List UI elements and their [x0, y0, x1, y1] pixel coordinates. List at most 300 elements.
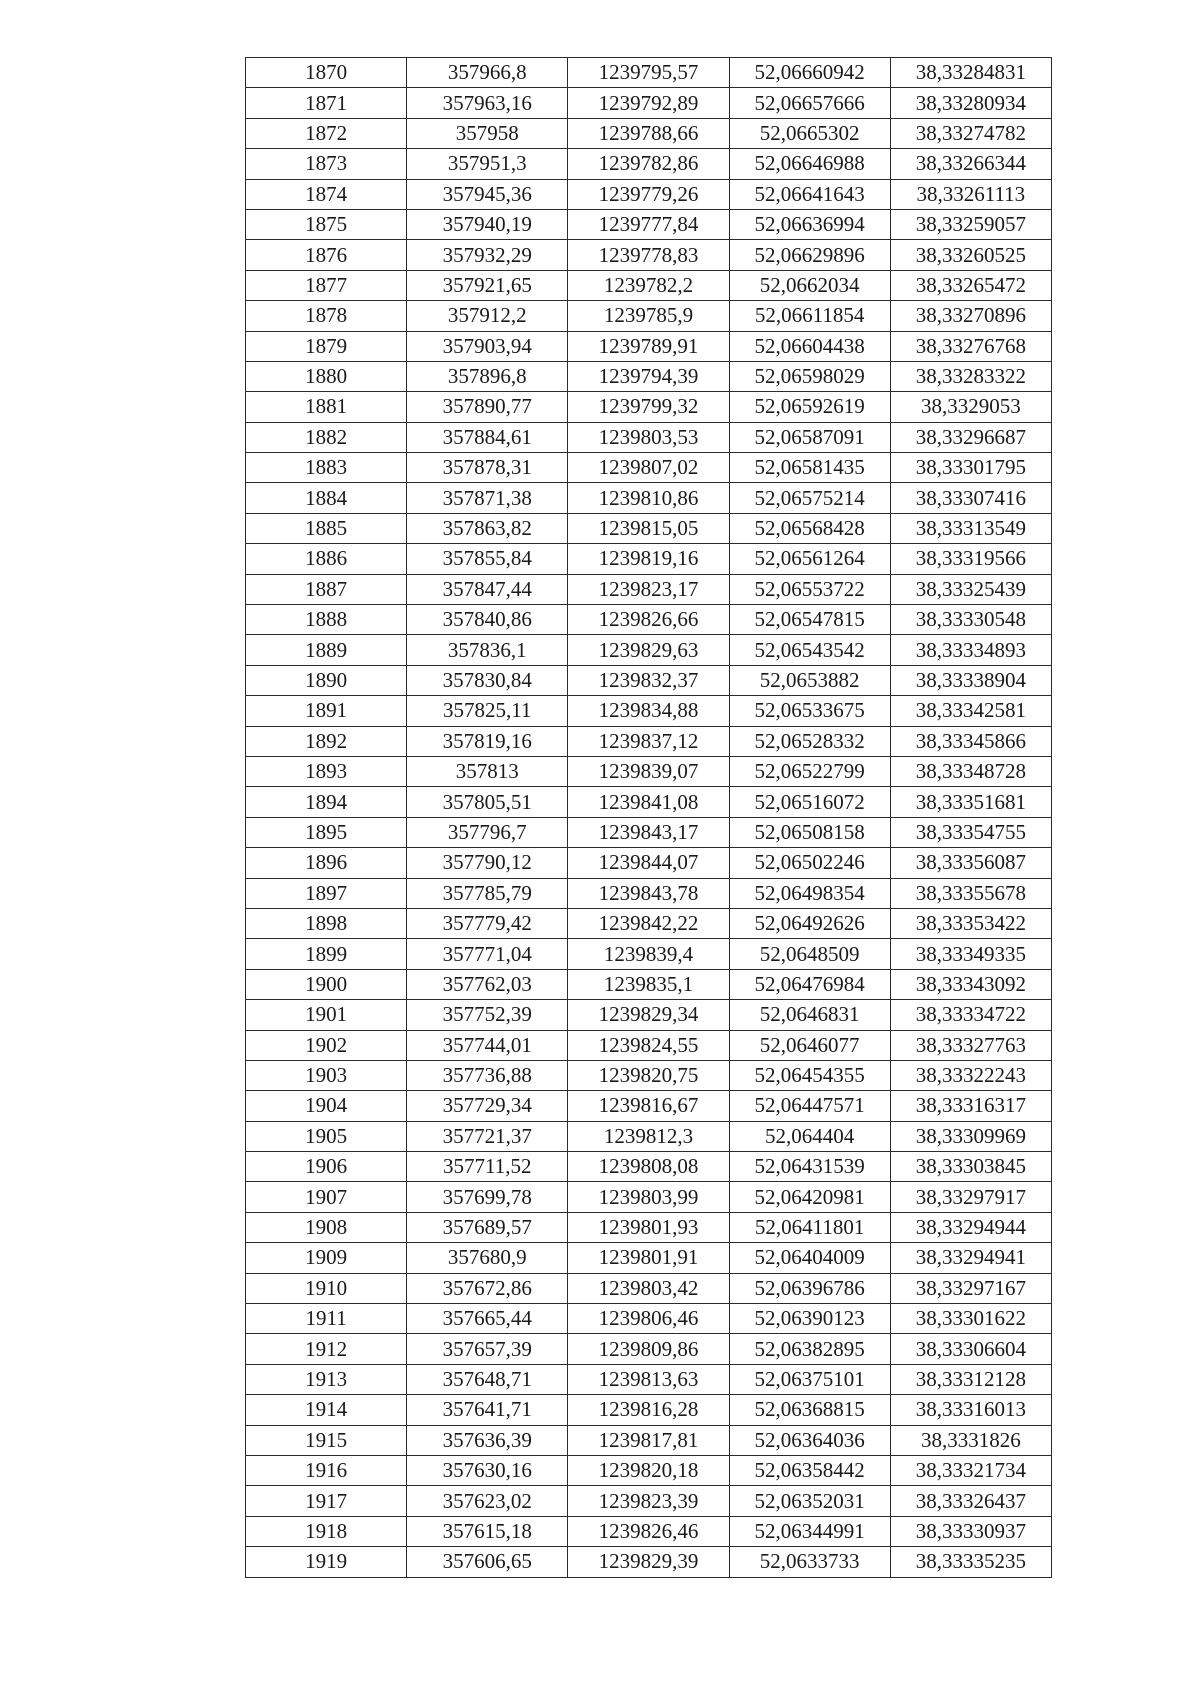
table-row [246, 1060, 1052, 1090]
point-number-cell: 1898 [246, 908, 407, 938]
y-coordinate-cell: 1239789,91 [568, 331, 729, 361]
x-coordinate-cell: 357940,19 [407, 209, 568, 239]
longitude-cell: 38,33276768 [890, 331, 1051, 361]
x-coordinate-cell: 357945,36 [407, 179, 568, 209]
point-number-cell: 1870 [246, 58, 407, 88]
y-coordinate-cell: 1239843,78 [568, 878, 729, 908]
latitude-cell: 52,0633733 [729, 1547, 890, 1577]
latitude-cell: 52,06533675 [729, 696, 890, 726]
longitude-cell: 38,33296687 [890, 422, 1051, 452]
y-coordinate-cell: 1239794,39 [568, 361, 729, 391]
y-coordinate-cell: 1239829,63 [568, 635, 729, 665]
longitude-cell: 38,33353422 [890, 908, 1051, 938]
x-coordinate-cell: 357805,51 [407, 787, 568, 817]
x-coordinate-cell: 357840,86 [407, 605, 568, 635]
latitude-cell: 52,06598029 [729, 361, 890, 391]
point-number-cell: 1899 [246, 939, 407, 969]
latitude-cell: 52,06516072 [729, 787, 890, 817]
longitude-cell: 38,33261113 [890, 179, 1051, 209]
x-coordinate-cell: 357672,86 [407, 1273, 568, 1303]
y-coordinate-cell: 1239829,34 [568, 1000, 729, 1030]
longitude-cell: 38,33297917 [890, 1182, 1051, 1212]
y-coordinate-cell: 1239826,66 [568, 605, 729, 635]
y-coordinate-cell: 1239782,2 [568, 270, 729, 300]
y-coordinate-cell: 1239820,18 [568, 1455, 729, 1485]
point-number-cell: 1904 [246, 1091, 407, 1121]
longitude-cell: 38,33266344 [890, 149, 1051, 179]
longitude-cell: 38,33313549 [890, 513, 1051, 543]
point-number-cell: 1895 [246, 817, 407, 847]
latitude-cell: 52,06492626 [729, 908, 890, 938]
x-coordinate-cell: 357689,57 [407, 1212, 568, 1242]
point-number-cell: 1873 [246, 149, 407, 179]
point-number-cell: 1878 [246, 301, 407, 331]
x-coordinate-cell: 357825,11 [407, 696, 568, 726]
latitude-cell: 52,06502246 [729, 848, 890, 878]
y-coordinate-cell: 1239812,3 [568, 1121, 729, 1151]
x-coordinate-cell: 357699,78 [407, 1182, 568, 1212]
latitude-cell: 52,06390123 [729, 1304, 890, 1334]
y-coordinate-cell: 1239816,28 [568, 1395, 729, 1425]
longitude-cell: 38,33294941 [890, 1243, 1051, 1273]
table-row [246, 1152, 1052, 1182]
latitude-cell: 52,0648509 [729, 939, 890, 969]
longitude-cell: 38,33351681 [890, 787, 1051, 817]
point-number-cell: 1918 [246, 1516, 407, 1546]
latitude-cell: 52,06404009 [729, 1243, 890, 1273]
latitude-cell: 52,06364036 [729, 1425, 890, 1455]
latitude-cell: 52,06641643 [729, 179, 890, 209]
y-coordinate-cell: 1239824,55 [568, 1030, 729, 1060]
latitude-cell: 52,06629896 [729, 240, 890, 270]
point-number-cell: 1912 [246, 1334, 407, 1364]
point-number-cell: 1890 [246, 665, 407, 695]
y-coordinate-cell: 1239841,08 [568, 787, 729, 817]
x-coordinate-cell: 357729,34 [407, 1091, 568, 1121]
latitude-cell: 52,06575214 [729, 483, 890, 513]
latitude-cell: 52,06543542 [729, 635, 890, 665]
latitude-cell: 52,06581435 [729, 453, 890, 483]
longitude-cell: 38,33321734 [890, 1455, 1051, 1485]
table-row [246, 756, 1052, 786]
y-coordinate-cell: 1239779,26 [568, 179, 729, 209]
longitude-cell: 38,33306604 [890, 1334, 1051, 1364]
point-number-cell: 1896 [246, 848, 407, 878]
latitude-cell: 52,06431539 [729, 1152, 890, 1182]
table-row [246, 1547, 1052, 1577]
longitude-cell: 38,33301795 [890, 453, 1051, 483]
point-number-cell: 1882 [246, 422, 407, 452]
table-row [246, 1455, 1052, 1485]
y-coordinate-cell: 1239792,89 [568, 88, 729, 118]
table-row [246, 392, 1052, 422]
point-number-cell: 1871 [246, 88, 407, 118]
longitude-cell: 38,33338904 [890, 665, 1051, 695]
table-row [246, 696, 1052, 726]
table-row [246, 1364, 1052, 1394]
latitude-cell: 52,0662034 [729, 270, 890, 300]
longitude-cell: 38,33356087 [890, 848, 1051, 878]
y-coordinate-cell: 1239803,42 [568, 1273, 729, 1303]
longitude-cell: 38,33345866 [890, 726, 1051, 756]
latitude-cell: 52,06636994 [729, 209, 890, 239]
latitude-cell: 52,064404 [729, 1121, 890, 1151]
table-row [246, 1182, 1052, 1212]
point-number-cell: 1919 [246, 1547, 407, 1577]
table-row [246, 270, 1052, 300]
x-coordinate-cell: 357855,84 [407, 544, 568, 574]
longitude-cell: 38,33297167 [890, 1273, 1051, 1303]
latitude-cell: 52,06657666 [729, 88, 890, 118]
longitude-cell: 38,33334722 [890, 1000, 1051, 1030]
latitude-cell: 52,0665302 [729, 118, 890, 148]
point-number-cell: 1883 [246, 453, 407, 483]
y-coordinate-cell: 1239817,81 [568, 1425, 729, 1455]
x-coordinate-cell: 357921,65 [407, 270, 568, 300]
table-row [246, 1395, 1052, 1425]
y-coordinate-cell: 1239816,67 [568, 1091, 729, 1121]
point-number-cell: 1917 [246, 1486, 407, 1516]
longitude-cell: 38,33327763 [890, 1030, 1051, 1060]
y-coordinate-cell: 1239832,37 [568, 665, 729, 695]
x-coordinate-cell: 357912,2 [407, 301, 568, 331]
y-coordinate-cell: 1239813,63 [568, 1364, 729, 1394]
point-number-cell: 1893 [246, 756, 407, 786]
y-coordinate-cell: 1239835,1 [568, 969, 729, 999]
point-number-cell: 1905 [246, 1121, 407, 1151]
latitude-cell: 52,06344991 [729, 1516, 890, 1546]
x-coordinate-cell: 357836,1 [407, 635, 568, 665]
x-coordinate-cell: 357813 [407, 756, 568, 786]
table-row [246, 939, 1052, 969]
y-coordinate-cell: 1239839,07 [568, 756, 729, 786]
point-number-cell: 1916 [246, 1455, 407, 1485]
x-coordinate-cell: 357847,44 [407, 574, 568, 604]
longitude-cell: 38,33270896 [890, 301, 1051, 331]
x-coordinate-cell: 357878,31 [407, 453, 568, 483]
x-coordinate-cell: 357711,52 [407, 1152, 568, 1182]
y-coordinate-cell: 1239820,75 [568, 1060, 729, 1090]
latitude-cell: 52,06476984 [729, 969, 890, 999]
y-coordinate-cell: 1239823,39 [568, 1486, 729, 1516]
y-coordinate-cell: 1239807,02 [568, 453, 729, 483]
point-number-cell: 1892 [246, 726, 407, 756]
y-coordinate-cell: 1239795,57 [568, 58, 729, 88]
table-row [246, 544, 1052, 574]
longitude-cell: 38,33294944 [890, 1212, 1051, 1242]
latitude-cell: 52,06561264 [729, 544, 890, 574]
latitude-cell: 52,06604438 [729, 331, 890, 361]
longitude-cell: 38,33325439 [890, 574, 1051, 604]
table-row [246, 240, 1052, 270]
latitude-cell: 52,06568428 [729, 513, 890, 543]
latitude-cell: 52,06611854 [729, 301, 890, 331]
longitude-cell: 38,33260525 [890, 240, 1051, 270]
y-coordinate-cell: 1239782,86 [568, 149, 729, 179]
point-number-cell: 1876 [246, 240, 407, 270]
y-coordinate-cell: 1239799,32 [568, 392, 729, 422]
x-coordinate-cell: 357796,7 [407, 817, 568, 847]
latitude-cell: 52,06592619 [729, 392, 890, 422]
y-coordinate-cell: 1239829,39 [568, 1547, 729, 1577]
longitude-cell: 38,33309969 [890, 1121, 1051, 1151]
y-coordinate-cell: 1239843,17 [568, 817, 729, 847]
table-row [246, 88, 1052, 118]
point-number-cell: 1887 [246, 574, 407, 604]
y-coordinate-cell: 1239815,05 [568, 513, 729, 543]
x-coordinate-cell: 357966,8 [407, 58, 568, 88]
table-row [246, 787, 1052, 817]
table-row [246, 209, 1052, 239]
point-number-cell: 1872 [246, 118, 407, 148]
y-coordinate-cell: 1239819,16 [568, 544, 729, 574]
y-coordinate-cell: 1239788,66 [568, 118, 729, 148]
table-row [246, 331, 1052, 361]
x-coordinate-cell: 357641,71 [407, 1395, 568, 1425]
latitude-cell: 52,06375101 [729, 1364, 890, 1394]
latitude-cell: 52,0646831 [729, 1000, 890, 1030]
point-number-cell: 1915 [246, 1425, 407, 1455]
x-coordinate-cell: 357752,39 [407, 1000, 568, 1030]
point-number-cell: 1901 [246, 1000, 407, 1030]
table-row [246, 817, 1052, 847]
longitude-cell: 38,33284831 [890, 58, 1051, 88]
point-number-cell: 1880 [246, 361, 407, 391]
latitude-cell: 52,06508158 [729, 817, 890, 847]
table-row [246, 726, 1052, 756]
latitude-cell: 52,06454355 [729, 1060, 890, 1090]
x-coordinate-cell: 357615,18 [407, 1516, 568, 1546]
table-row [246, 1516, 1052, 1546]
x-coordinate-cell: 357903,94 [407, 331, 568, 361]
latitude-cell: 52,06498354 [729, 878, 890, 908]
latitude-cell: 52,06368815 [729, 1395, 890, 1425]
coordinates-table [245, 57, 1052, 1578]
latitude-cell: 52,0653882 [729, 665, 890, 695]
y-coordinate-cell: 1239823,17 [568, 574, 729, 604]
table-row [246, 665, 1052, 695]
x-coordinate-cell: 357790,12 [407, 848, 568, 878]
longitude-cell: 38,33265472 [890, 270, 1051, 300]
x-coordinate-cell: 357932,29 [407, 240, 568, 270]
point-number-cell: 1891 [246, 696, 407, 726]
table-row [246, 635, 1052, 665]
point-number-cell: 1888 [246, 605, 407, 635]
table-row [246, 453, 1052, 483]
y-coordinate-cell: 1239837,12 [568, 726, 729, 756]
x-coordinate-cell: 357606,65 [407, 1547, 568, 1577]
table-row [246, 301, 1052, 331]
latitude-cell: 52,06553722 [729, 574, 890, 604]
longitude-cell: 38,33354755 [890, 817, 1051, 847]
x-coordinate-cell: 357665,44 [407, 1304, 568, 1334]
table-row [246, 1000, 1052, 1030]
longitude-cell: 38,33348728 [890, 756, 1051, 786]
latitude-cell: 52,06352031 [729, 1486, 890, 1516]
x-coordinate-cell: 357744,01 [407, 1030, 568, 1060]
longitude-cell: 38,33349335 [890, 939, 1051, 969]
longitude-cell: 38,3331826 [890, 1425, 1051, 1455]
latitude-cell: 52,06411801 [729, 1212, 890, 1242]
longitude-cell: 38,33312128 [890, 1364, 1051, 1394]
y-coordinate-cell: 1239808,08 [568, 1152, 729, 1182]
latitude-cell: 52,06522799 [729, 756, 890, 786]
longitude-cell: 38,33316317 [890, 1091, 1051, 1121]
x-coordinate-cell: 357636,39 [407, 1425, 568, 1455]
table-row [246, 422, 1052, 452]
x-coordinate-cell: 357884,61 [407, 422, 568, 452]
longitude-cell: 38,33319566 [890, 544, 1051, 574]
table-row [246, 1243, 1052, 1273]
latitude-cell: 52,06660942 [729, 58, 890, 88]
longitude-cell: 38,33335235 [890, 1547, 1051, 1577]
latitude-cell: 52,06396786 [729, 1273, 890, 1303]
x-coordinate-cell: 357736,88 [407, 1060, 568, 1090]
x-coordinate-cell: 357785,79 [407, 878, 568, 908]
latitude-cell: 52,06646988 [729, 149, 890, 179]
latitude-cell: 52,06358442 [729, 1455, 890, 1485]
table-row [246, 1121, 1052, 1151]
point-number-cell: 1902 [246, 1030, 407, 1060]
longitude-cell: 38,33280934 [890, 88, 1051, 118]
latitude-cell: 52,06382895 [729, 1334, 890, 1364]
y-coordinate-cell: 1239777,84 [568, 209, 729, 239]
latitude-cell: 52,06447571 [729, 1091, 890, 1121]
point-number-cell: 1889 [246, 635, 407, 665]
table-row [246, 878, 1052, 908]
table-row [246, 1486, 1052, 1516]
y-coordinate-cell: 1239801,93 [568, 1212, 729, 1242]
y-coordinate-cell: 1239809,86 [568, 1334, 729, 1364]
table-row [246, 1030, 1052, 1060]
table-row [246, 969, 1052, 999]
coordinates-table-body [246, 58, 1052, 1578]
table-row [246, 179, 1052, 209]
table-row [246, 1425, 1052, 1455]
point-number-cell: 1911 [246, 1304, 407, 1334]
longitude-cell: 38,33334893 [890, 635, 1051, 665]
latitude-cell: 52,0646077 [729, 1030, 890, 1060]
table-row [246, 848, 1052, 878]
point-number-cell: 1906 [246, 1152, 407, 1182]
table-row [246, 1334, 1052, 1364]
table-row [246, 118, 1052, 148]
table-row [246, 1304, 1052, 1334]
table-row [246, 605, 1052, 635]
longitude-cell: 38,33283322 [890, 361, 1051, 391]
x-coordinate-cell: 357721,37 [407, 1121, 568, 1151]
point-number-cell: 1913 [246, 1364, 407, 1394]
y-coordinate-cell: 1239844,07 [568, 848, 729, 878]
x-coordinate-cell: 357890,77 [407, 392, 568, 422]
x-coordinate-cell: 357958 [407, 118, 568, 148]
point-number-cell: 1907 [246, 1182, 407, 1212]
x-coordinate-cell: 357871,38 [407, 483, 568, 513]
x-coordinate-cell: 357630,16 [407, 1455, 568, 1485]
longitude-cell: 38,33301622 [890, 1304, 1051, 1334]
table-row [246, 908, 1052, 938]
table-row [246, 1091, 1052, 1121]
table-row [246, 574, 1052, 604]
x-coordinate-cell: 357863,82 [407, 513, 568, 543]
x-coordinate-cell: 357648,71 [407, 1364, 568, 1394]
table-row [246, 1273, 1052, 1303]
longitude-cell: 38,33330548 [890, 605, 1051, 635]
y-coordinate-cell: 1239810,86 [568, 483, 729, 513]
y-coordinate-cell: 1239806,46 [568, 1304, 729, 1334]
point-number-cell: 1881 [246, 392, 407, 422]
point-number-cell: 1886 [246, 544, 407, 574]
x-coordinate-cell: 357830,84 [407, 665, 568, 695]
y-coordinate-cell: 1239826,46 [568, 1516, 729, 1546]
longitude-cell: 38,3329053 [890, 392, 1051, 422]
longitude-cell: 38,33259057 [890, 209, 1051, 239]
longitude-cell: 38,33355678 [890, 878, 1051, 908]
x-coordinate-cell: 357680,9 [407, 1243, 568, 1273]
table-row [246, 58, 1052, 88]
y-coordinate-cell: 1239778,83 [568, 240, 729, 270]
x-coordinate-cell: 357623,02 [407, 1486, 568, 1516]
x-coordinate-cell: 357951,3 [407, 149, 568, 179]
x-coordinate-cell: 357762,03 [407, 969, 568, 999]
point-number-cell: 1877 [246, 270, 407, 300]
y-coordinate-cell: 1239803,99 [568, 1182, 729, 1212]
point-number-cell: 1908 [246, 1212, 407, 1242]
point-number-cell: 1909 [246, 1243, 407, 1273]
point-number-cell: 1874 [246, 179, 407, 209]
table-row [246, 361, 1052, 391]
x-coordinate-cell: 357771,04 [407, 939, 568, 969]
point-number-cell: 1910 [246, 1273, 407, 1303]
table-row [246, 149, 1052, 179]
table-row [246, 483, 1052, 513]
latitude-cell: 52,06547815 [729, 605, 890, 635]
y-coordinate-cell: 1239785,9 [568, 301, 729, 331]
point-number-cell: 1900 [246, 969, 407, 999]
point-number-cell: 1894 [246, 787, 407, 817]
x-coordinate-cell: 357779,42 [407, 908, 568, 938]
y-coordinate-cell: 1239801,91 [568, 1243, 729, 1273]
longitude-cell: 38,33326437 [890, 1486, 1051, 1516]
y-coordinate-cell: 1239803,53 [568, 422, 729, 452]
latitude-cell: 52,06420981 [729, 1182, 890, 1212]
longitude-cell: 38,33307416 [890, 483, 1051, 513]
longitude-cell: 38,33316013 [890, 1395, 1051, 1425]
point-number-cell: 1875 [246, 209, 407, 239]
table-row [246, 1212, 1052, 1242]
x-coordinate-cell: 357963,16 [407, 88, 568, 118]
x-coordinate-cell: 357657,39 [407, 1334, 568, 1364]
point-number-cell: 1885 [246, 513, 407, 543]
point-number-cell: 1914 [246, 1395, 407, 1425]
latitude-cell: 52,06528332 [729, 726, 890, 756]
point-number-cell: 1884 [246, 483, 407, 513]
x-coordinate-cell: 357896,8 [407, 361, 568, 391]
longitude-cell: 38,33343092 [890, 969, 1051, 999]
latitude-cell: 52,06587091 [729, 422, 890, 452]
y-coordinate-cell: 1239834,88 [568, 696, 729, 726]
point-number-cell: 1879 [246, 331, 407, 361]
y-coordinate-cell: 1239842,22 [568, 908, 729, 938]
longitude-cell: 38,33342581 [890, 696, 1051, 726]
table-row [246, 513, 1052, 543]
point-number-cell: 1897 [246, 878, 407, 908]
longitude-cell: 38,33322243 [890, 1060, 1051, 1090]
point-number-cell: 1903 [246, 1060, 407, 1090]
y-coordinate-cell: 1239839,4 [568, 939, 729, 969]
x-coordinate-cell: 357819,16 [407, 726, 568, 756]
longitude-cell: 38,33330937 [890, 1516, 1051, 1546]
